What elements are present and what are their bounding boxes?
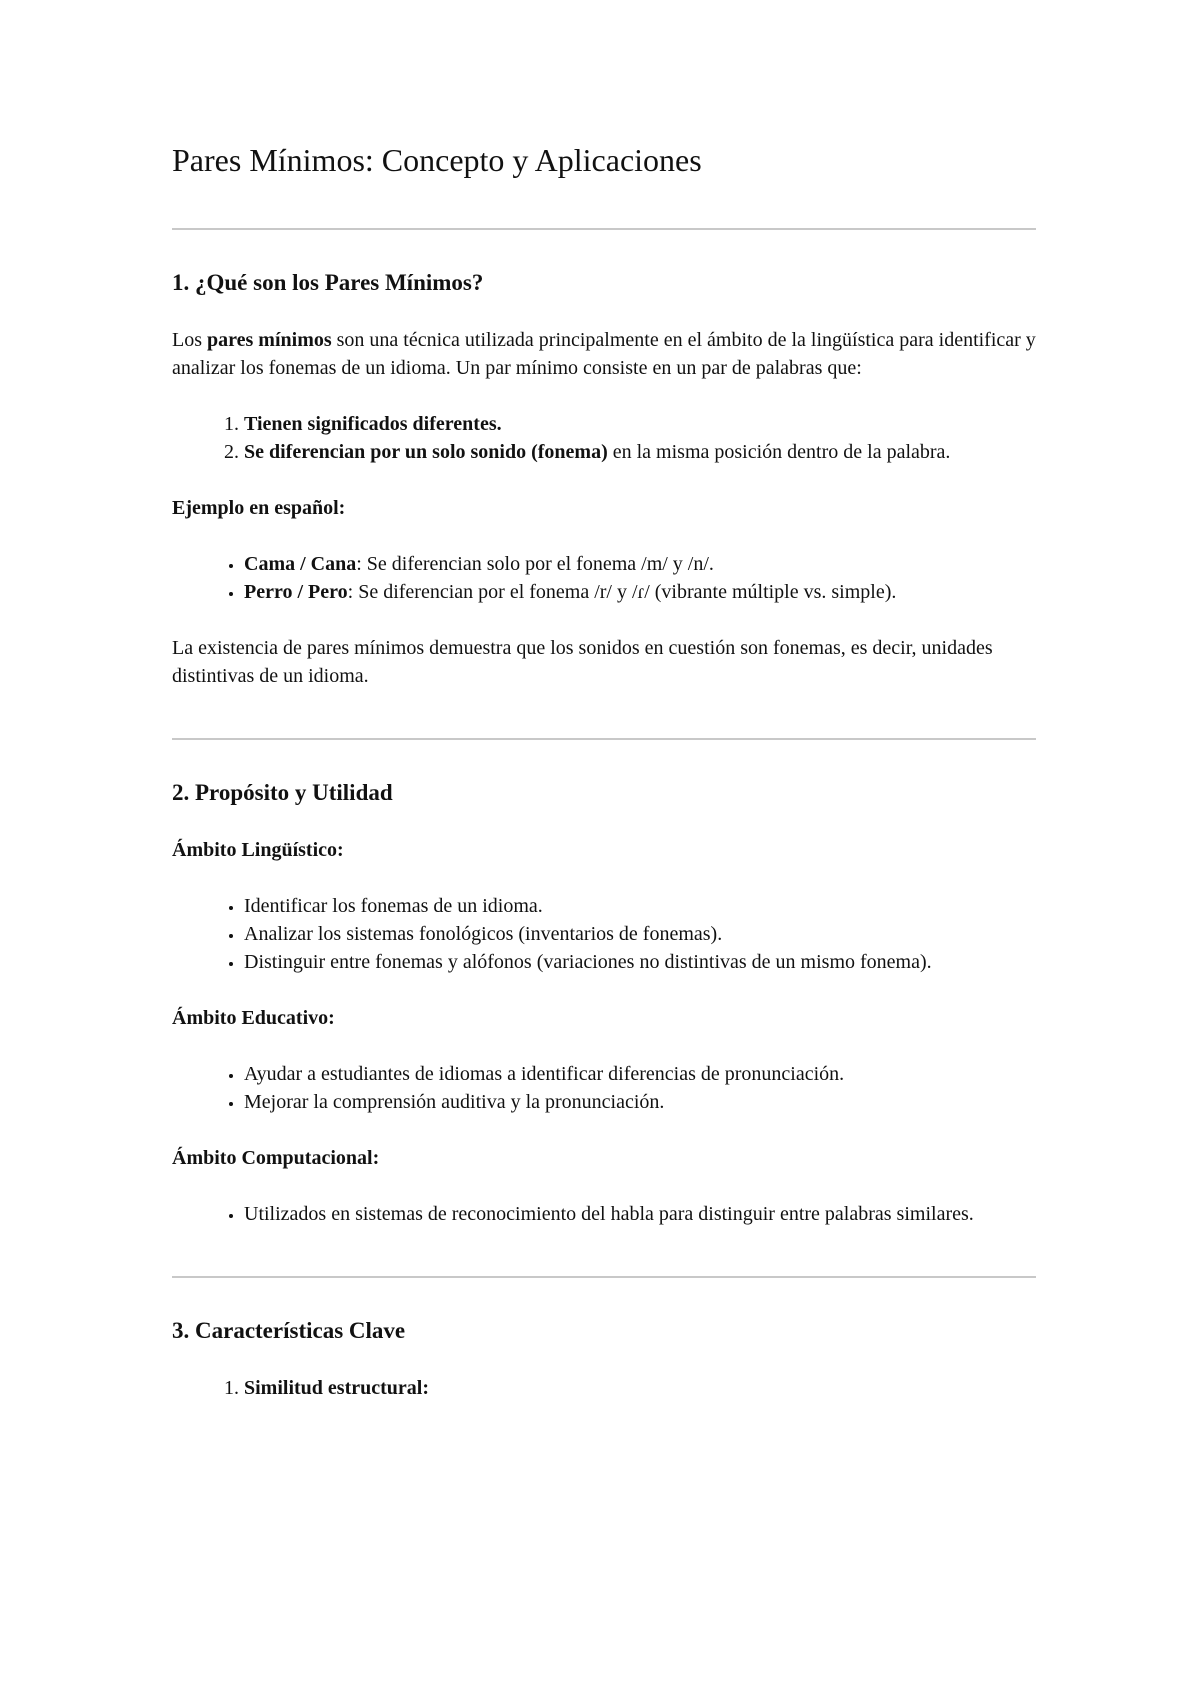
section-3-heading: 3. Características Clave — [172, 1318, 406, 1343]
section-1-intro: Los pares mínimos son una técnica utilizada principalmente en el ámbito de la lingüística para identificar y analizar los fonemas de un idioma. Un par mínimo consiste en un par de palabras que: — [172, 329, 1036, 379]
example-heading: Ejemplo en español: — [172, 497, 346, 519]
computational-list — [172, 1200, 1036, 1228]
linguistic-list — [172, 892, 1036, 976]
list-item: 2. Se diferencian por un solo sonido (fonema) en la misma posición dentro de la palabra. — [244, 438, 1036, 466]
list-item: • Mejorar la comprensión auditiva y la pronunciación. — [244, 1088, 1036, 1116]
list-item: • Cama / Cana: Se diferencian solo por el fonema /m/ y /n/. — [244, 550, 1036, 578]
section-divider — [172, 1276, 1036, 1278]
linguistic-heading: Ámbito Lingüístico: — [172, 839, 344, 861]
educational-heading: Ámbito Educativo: — [172, 1007, 335, 1029]
example-list — [172, 550, 1036, 606]
list-item: • Analizar los sistemas fonológicos (inventarios de fonemas). — [244, 920, 1036, 948]
characteristics-list — [172, 1374, 1036, 1402]
definition-list — [172, 410, 1036, 466]
computational-heading: Ámbito Computacional: — [172, 1147, 380, 1169]
list-item: • Perro / Pero: Se diferencian por el fonema /r/ y /ɾ/ (vibrante múltiple vs. simple). — [244, 578, 1036, 606]
section-2-heading: 2. Propósito y Utilidad — [172, 780, 393, 805]
list-item: • Identificar los fonemas de un idioma. — [244, 892, 1036, 920]
list-item: 1. Similitud estructural: — [244, 1374, 1036, 1402]
document-title: Pares Mínimos: Concepto y Aplicaciones — [172, 142, 702, 178]
intro-bold-term: pares mínimos — [207, 329, 332, 351]
section-divider — [172, 228, 1036, 230]
list-item: • Ayudar a estudiantes de idiomas a identificar diferencias de pronunciación. — [244, 1060, 1036, 1088]
document-page — [172, 140, 1036, 1402]
list-item: • Distinguir entre fonemas y alófonos (variaciones no distintivas de un mismo fonema). — [244, 948, 1036, 976]
educational-list — [172, 1060, 1036, 1116]
section-1-conclusion: La existencia de pares mínimos demuestra que los sonidos en cuestión son fonemas, es decir, unidades distintivas de un idioma. — [172, 637, 993, 687]
list-item: • Utilizados en sistemas de reconocimiento del habla para distinguir entre palabras similares. — [244, 1200, 1036, 1228]
list-item: 1. Tienen significados diferentes. — [244, 410, 1036, 438]
section-divider — [172, 738, 1036, 740]
section-1-heading: 1. ¿Qué son los Pares Mínimos? — [172, 270, 484, 295]
